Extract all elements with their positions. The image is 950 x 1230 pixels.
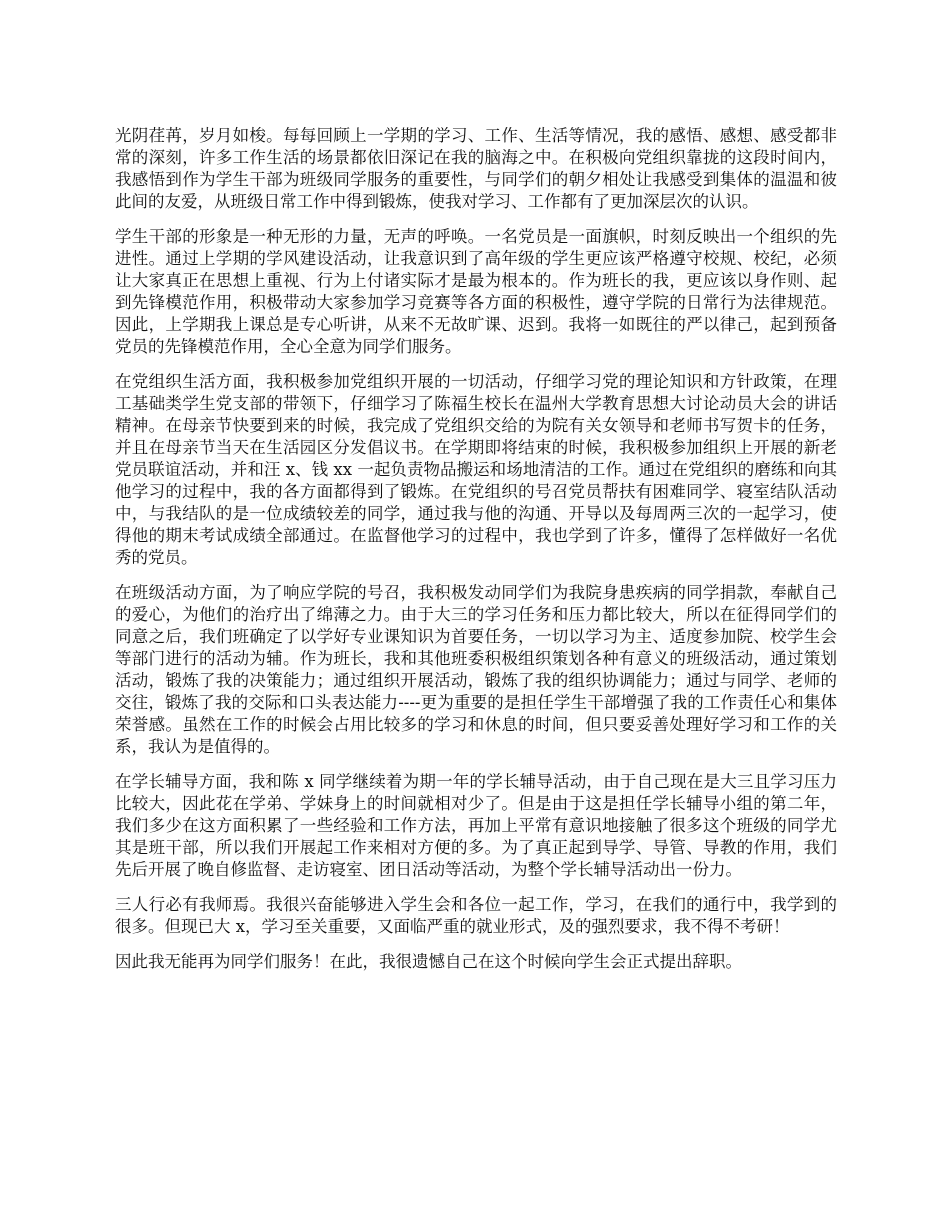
document-body bbox=[115, 125, 837, 986]
paragraph-2: 学生干部的形象是一种无形的力量，无声的呼唤。一名党员是一面旗帜，时刻反映出一个组织的先进性。通过上学期的学风建设活动，让我意识到了高年级的学生更应该严格遵守校规、校纪，必须让大家真正在思想上重视、行为上付诸实际才是最为根本的。作为班长的我，更应该以身作则、起到先锋模范作用，积极带动大家参加学习竞赛等各方面的积极性，遵守学院的日常行为法律规范。因此，上学期我上课总是专心听讲，从来不无故旷课、迟到。我将一如既往的严以律己，起到预备党员的先锋模范作用，全心全意为同学们服务。 bbox=[115, 227, 837, 356]
paragraph-4: 在班级活动方面，为了响应学院的号召，我积极发动同学们为我院身患疾病的同学捐款，奉献自己的爱心，为他们的治疗出了绵薄之力。由于大三的学习任务和压力都比较大，所以在征得同学们的同意之后，我们班确定了以学好专业课知识为首要任务，一切以学习为主、适度参加院、校学生会等部门进行的活动为辅。作为班长，我和其他班委积极组织策划各种有意义的班级活动，通过策划活动，锻炼了我的决策能力；通过组织开展活动，锻炼了我的组织协调能力；通过与同学、老师的交往，锻炼了我的交际和口头表达能力----更为重要的是担任学生干部增强了我的工作责任心和集体荣誉感。虽然在工作的时候会占用比较多的学习和休息的时间，但只要妥善处理好学习和工作的关系，我认为是值得的。 bbox=[115, 583, 837, 756]
paragraph-1: 光阴荏苒，岁月如梭。每每回顾上一学期的学习、工作、生活等情况，我的感悟、感想、感受都非常的深刻，许多工作生活的场景都依旧深记在我的脑海之中。在积极向党组织靠拢的这段时间内，我感悟到作为学生干部为班级同学服务的重要性，与同学们的朝夕相处让我感受到集体的温温和彼此间的友爱，从班级日常工作中得到锻炼，使我对学习、工作都有了更加深层次的认识。 bbox=[115, 126, 837, 211]
paragraph-7: 因此我无能再为同学们服务！在此，我很遗憾自己在这个时候向学生会正式提出辞职。 bbox=[115, 952, 742, 971]
paragraph-6: 三人行必有我师焉。我很兴奋能够进入学生会和各位一起工作，学习，在我们的通行中，我学到的很多。但现已大 x，学习至关重要，又面临严重的就业形式，及的强烈要求，我不得不考研！ bbox=[115, 895, 837, 936]
paragraph-5: 在学长辅导方面，我和陈 x 同学继续着为期一年的学长辅导活动，由于自己现在是大三且学习压力比较大，因此花在学弟、学妹身上的时间就相对少了。但是由于这是担任学长辅导小组的第二年，我们多少在这方面积累了一些经验和工作方法，再加上平常有意识地接触了很多这个班级的同学尤其是班干部，所以我们开展起工作来相对方便的多。为了真正起到导学、导管、导教的作用，我们先后开展了晚自修监督、走访寝室、团日活动等活动，为整个学长辅导活动出一份力。 bbox=[115, 772, 837, 879]
paragraph-3: 在党组织生活方面，我积极参加党组织开展的一切活动，仔细学习党的理论知识和方针政策，在理工基础类学生党支部的带领下，仔细学习了陈福生校长在温州大学教育思想大讨论动员大会的讲话精神。在母亲节快要到来的时候，我完成了党组织交给的为院有关女领导和老师书写贺卡的任务，并且在母亲节当天在生活园区分发倡议书。在学期即将结束的时候，我积极参加组织上开展的新老党员联谊活动，并和汪 x、钱 xx 一起负责物品搬运和场地清洁的工作。通过在党组织的磨练和向其他学习的过程中，我的各方面都得到了锻炼。在党组织的号召党员帮扶有困难同学、寝室结队活动中，与我结队的是一位成绩较差的同学，通过我与他的沟通、开导以及每周两三次的一起学习，使得他的期末考试成绩全部通过。在监督他学习的过程中，我也学到了许多，懂得了怎样做好一名优秀的党员。 bbox=[115, 372, 837, 567]
